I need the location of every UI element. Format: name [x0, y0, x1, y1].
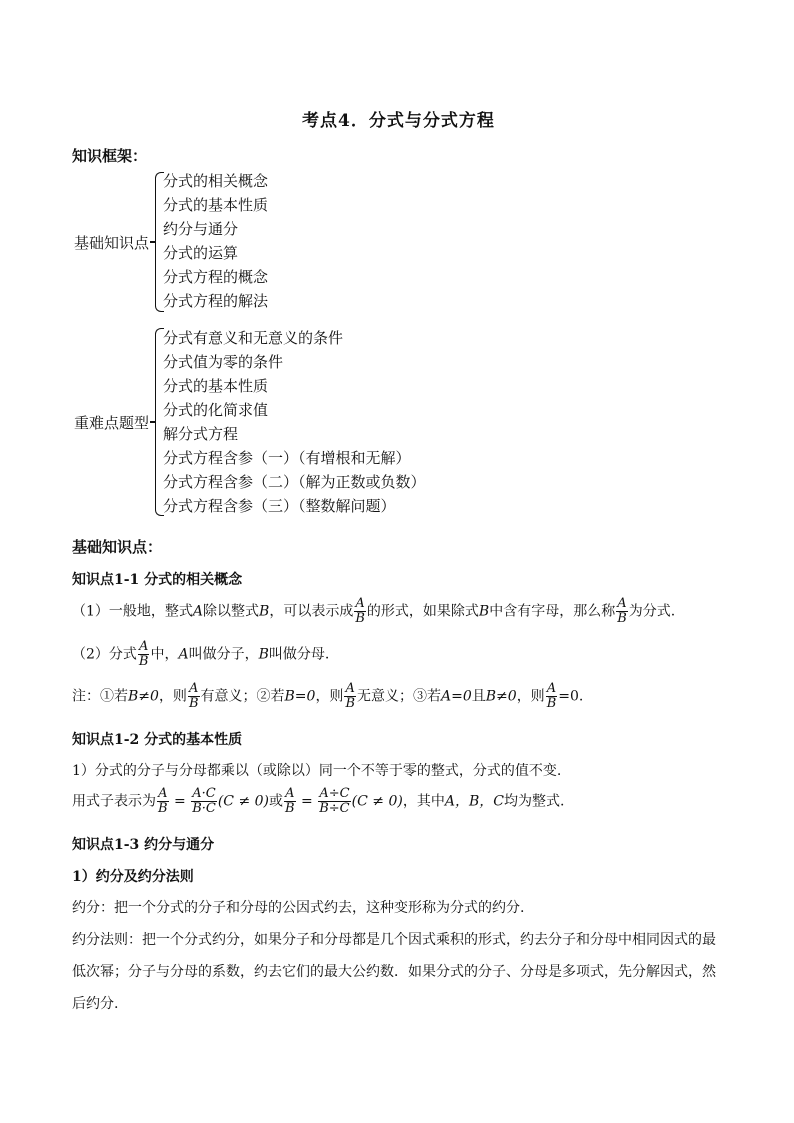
k12-heading: 知识点1-2 分式的基本性质: [72, 732, 243, 748]
var-a: A: [192, 603, 204, 620]
text: ，则: [158, 688, 187, 705]
fraction-a-over-b: $\frac{A}{B}$: [355, 596, 365, 626]
text: 叫做分子，: [188, 646, 259, 663]
text: =0.: [558, 688, 584, 705]
fraction-a-over-b: $\frac{A}{B}$: [345, 681, 355, 711]
text: 中，: [150, 646, 179, 663]
k13-sub: 1）约分及约分法则: [72, 869, 194, 885]
group2-list: [163, 326, 426, 518]
fraction-a-over-b: $\frac{A}{B}$: [546, 681, 557, 711]
fraction-a-over-b: $\frac{A}{B}$: [138, 639, 149, 669]
k13-heading: 知识点1-3 约分与通分: [72, 837, 215, 853]
group2-item: 解分式方程: [163, 425, 239, 443]
fraction-a-over-b: $\frac{A}{B}$: [285, 786, 295, 816]
group2-brace-tip: [150, 421, 155, 423]
group1-label: 基础知识点: [74, 234, 150, 252]
group2-label: 重难点题型: [74, 414, 150, 432]
k12-expr: 用式子表示为 $\frac{A}{B}$ = $\frac{A\cdot C}{B\cdot C}$ (C ≠ 0)或 $\frac{A}{B}$ = $\frac{A\div C}{B\div C}$ (C ≠ 0)，其中A，B，C均为整式.: [72, 786, 565, 816]
k11-p1: [72, 597, 675, 626]
text: ，则: [516, 688, 545, 705]
vars: A，B，C: [444, 793, 504, 810]
group1-brace-tip: [150, 241, 155, 243]
condition: A=0: [441, 688, 472, 705]
group1-item: 分式的运算: [163, 244, 239, 262]
fraction-a-over-b: $\frac{A}{B}$: [188, 681, 199, 711]
fraction-a-over-b: $\frac{A}{B}$: [158, 786, 168, 816]
group1-item: 分式的相关概念: [163, 172, 269, 190]
text: （1）一般地，整式: [72, 603, 193, 620]
k13-p2-line2: 低次幂；分子与分母的系数，约去它们的最大公约数．如果分式的分子、分母是多项式，先分解因式，然: [72, 964, 716, 980]
condition: B≠0: [485, 688, 517, 705]
condition: B=0: [284, 688, 316, 705]
basics-heading: 基础知识点：: [72, 538, 163, 556]
text: ，则: [315, 688, 344, 705]
text: 的形式，如果除式: [366, 603, 479, 620]
group2-item: 分式方程含参（二）（解为正数或负数）: [163, 473, 426, 491]
text: 用式子表示为: [72, 793, 156, 810]
group2-item: 分式的化简求值: [163, 401, 269, 419]
group1-item: 约分与通分: [163, 220, 239, 238]
k12-p1: 1）分式的分子与分母都乘以（或除以）同一个不等于零的整式，分式的值不变.: [72, 763, 562, 779]
var-a: A: [178, 646, 189, 663]
text: 除以整式: [203, 603, 260, 620]
fraction-ac-over-bc: $\frac{A\cdot C}{B\cdot C}$: [192, 786, 216, 816]
k13-p2-line3: 后约分.: [72, 996, 119, 1012]
k11-note: [72, 682, 583, 711]
group2-item: 分式有意义和无意义的条件: [163, 329, 344, 347]
group2-item: 分式方程含参（一）（有增根和无解）: [163, 449, 411, 467]
group1-list: [163, 169, 268, 313]
group1-item: 分式方程的解法: [163, 292, 269, 310]
text: 有意义；②若: [200, 688, 285, 705]
text: 注：①若: [72, 688, 128, 705]
text: 中含有字母，那么称: [489, 603, 616, 620]
group2-item: 分式方程含参（三）（整数解问题）: [163, 497, 396, 515]
group1-item: 分式的基本性质: [163, 196, 269, 214]
text: 无意义；③若: [357, 688, 441, 705]
k13-p1: 约分：把一个分式的分子和分母的公因式约去，这种变形称为分式的约分.: [72, 900, 525, 916]
condition: (C ≠ 0): [351, 793, 403, 810]
var-b: B: [478, 603, 490, 620]
group2-item: 分式值为零的条件: [163, 353, 284, 371]
var-b: B: [258, 646, 269, 663]
group1-item: 分式方程的概念: [163, 268, 269, 286]
fraction-a-over-b: $\frac{A}{B}$: [617, 596, 627, 626]
k11-p2: [72, 640, 329, 669]
framework-heading: 知识框架：: [72, 147, 148, 165]
group2-item: 分式的基本性质: [163, 377, 269, 395]
k11-heading: 知识点1-1 分式的相关概念: [72, 572, 243, 588]
page-title: 考点4．分式与分式方程: [302, 111, 495, 131]
fraction-adc-over-bdc: $\frac{A\div C}{B\div C}$: [319, 786, 350, 816]
text: 叫做分母.: [268, 646, 330, 663]
text: 或: [269, 793, 284, 810]
k13-p2-line1: 约分法则：把一个分式约分，如果分子和分母都是几个因式乘积的形式，约去分子和分母中相同因式的最: [72, 932, 716, 948]
text: 均为整式.: [503, 793, 565, 810]
text: ，其中: [402, 793, 445, 810]
text: ，可以表示成: [269, 603, 354, 620]
condition: (C ≠ 0): [217, 793, 270, 810]
condition: B≠0: [128, 688, 159, 705]
text: 为分式.: [628, 603, 676, 620]
var-b: B: [259, 603, 270, 620]
text: （2）分式: [72, 646, 137, 663]
text: 且: [471, 688, 486, 705]
